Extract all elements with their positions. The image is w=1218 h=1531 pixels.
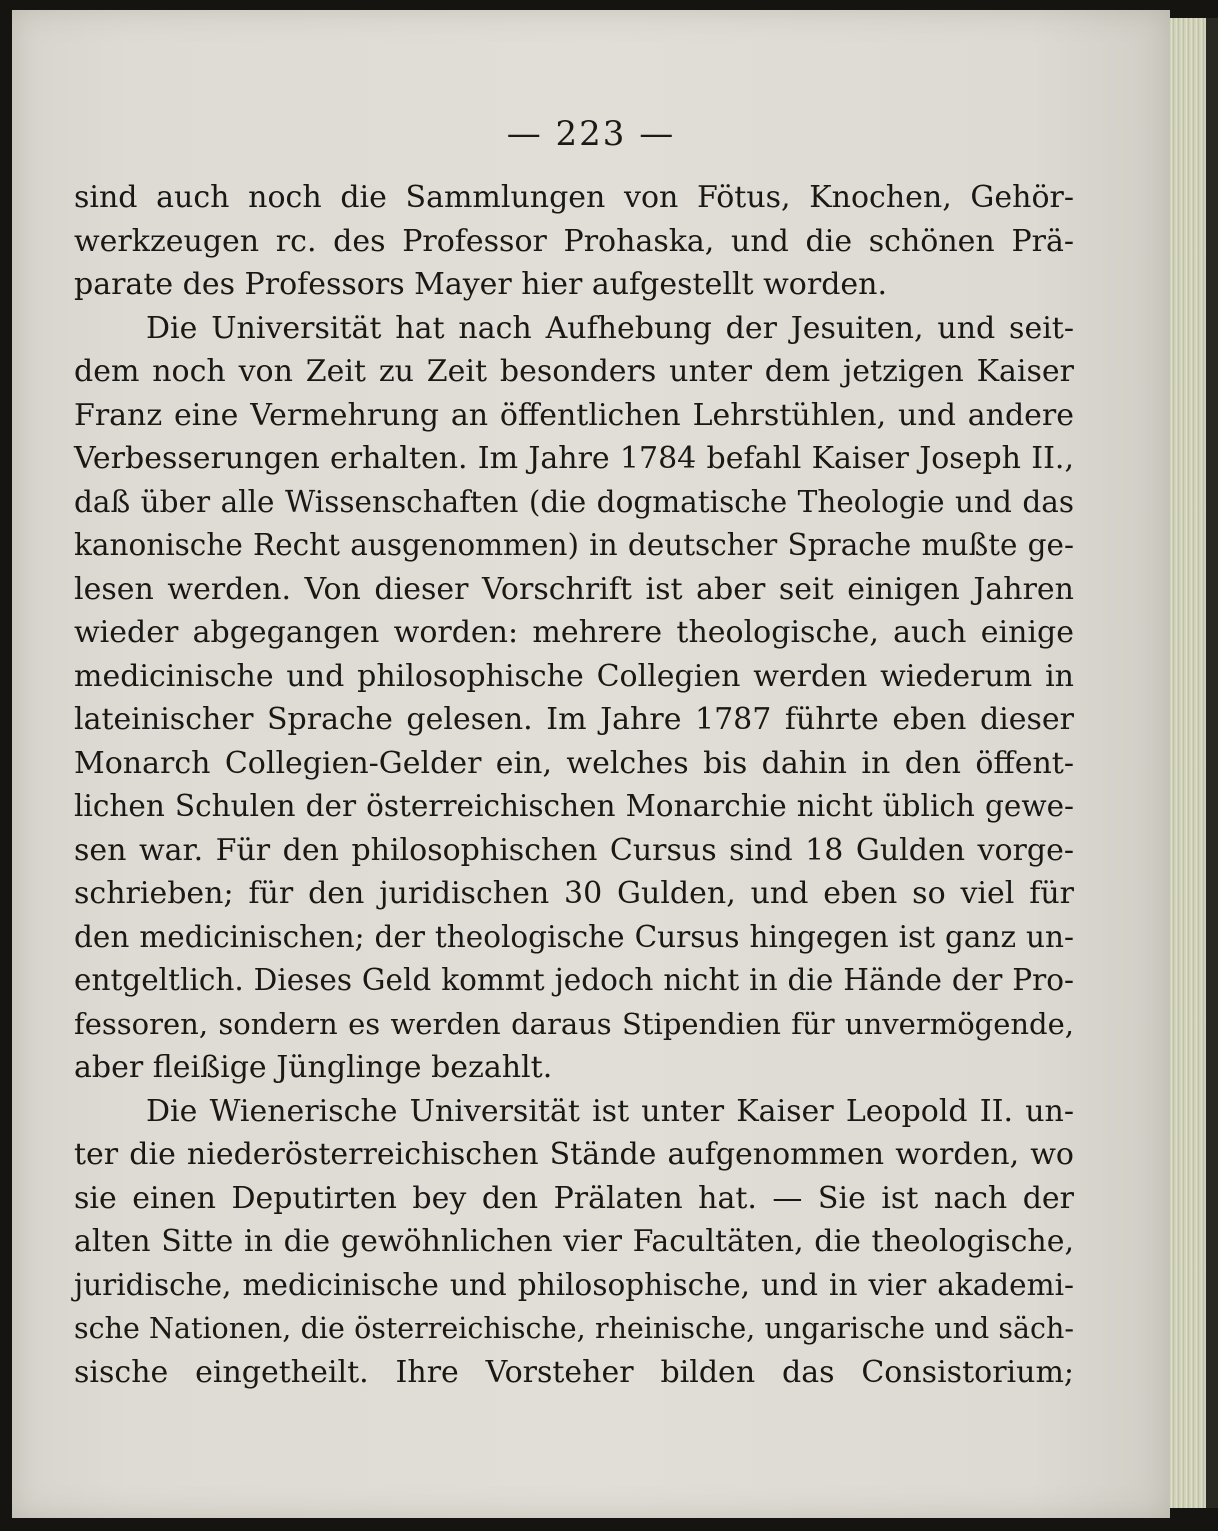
page-number: — 223 — [506, 114, 676, 154]
text-line: medicinische und philosophische Collegien werden wiederum in [74, 658, 1074, 694]
text-line: parate des Professors Mayer hier aufgestellt worden. [74, 267, 888, 302]
text-line: den medicinischen; der theologische Cursus hingegen ist ganz un- [74, 919, 1074, 954]
text-line: Franz eine Vermehrung an öffentlichen Lehrstühlen, und andere [74, 397, 1074, 433]
text-line: sen war. Für den philosophischen Cursus sind 18 Gulden vorge- [74, 832, 1074, 868]
text-line: lateinischer Sprache gelesen. Im Jahre 1787 führte eben dieser [74, 702, 1074, 737]
text-line: sche Nationen, die österreichische, rheinische, ungarische und säch- [74, 1312, 1074, 1345]
text-line: Die Wienerische Universität ist unter Kaiser Leopold II. un- [146, 1093, 1074, 1129]
text-line: sie einen Deputirten bey den Prälaten hat. — Sie ist nach der [74, 1180, 1074, 1216]
body-text [74, 176, 1074, 1394]
book-page [12, 10, 1170, 1518]
text-line: dem noch von Zeit zu Zeit besonders unter dem jetzigen Kaiser [74, 354, 1074, 389]
text-line: daß über alle Wissenschaften (die dogmatische Theologie und das [74, 484, 1074, 519]
text-line: werkzeugen rc. des Professor Prohaska, und die schönen Prä- [74, 223, 1074, 259]
text-line: Verbesserungen erhalten. Im Jahre 1784 befahl Kaiser Joseph II., [74, 441, 1074, 476]
page-stack-edge [1170, 18, 1206, 1508]
page-edge-shadow [1206, 18, 1218, 1508]
text-line: ter die niederösterreichischen Stände aufgenommen worden, wo [74, 1137, 1074, 1172]
text-line: Die Universität hat nach Aufhebung der Jesuiten, und seit- [146, 310, 1074, 346]
text-line: wieder abgegangen worden: mehrere theologische, auch einige [74, 615, 1074, 650]
text-line: Monarch Collegien-Gelder ein, welches bis dahin in den öffent- [74, 745, 1074, 781]
text-line: fessoren, sondern es werden daraus Stipendien für unvermögende, [74, 1006, 1074, 1041]
text-line: entgeltlich. Dieses Geld kommt jedoch nicht in die Hände der Pro- [74, 963, 1074, 997]
text-line: aber fleißige Jünglinge bezahlt. [74, 1050, 553, 1085]
text-line: juridische, medicinische und philosophische, und in vier akademi- [74, 1267, 1074, 1302]
text-line: sind auch noch die Sammlungen von Fötus, Knochen, Gehör- [74, 180, 1074, 215]
text-line: lesen werden. Von dieser Vorschrift ist aber seit einigen Jahren [74, 571, 1074, 607]
text-line: sische eingetheilt. Ihre Vorsteher bilden das Consistorium; [74, 1354, 1074, 1390]
text-line: kanonische Recht ausgenommen) in deutscher Sprache mußte ge- [74, 528, 1074, 562]
text-line: schrieben; für den juridischen 30 Gulden, und eben so viel für [74, 876, 1074, 911]
text-line: alten Sitte in die gewöhnlichen vier Facultäten, die theologische, [74, 1224, 1074, 1259]
text-line: lichen Schulen der österreichischen Monarchie nicht üblich gewe- [74, 789, 1074, 823]
